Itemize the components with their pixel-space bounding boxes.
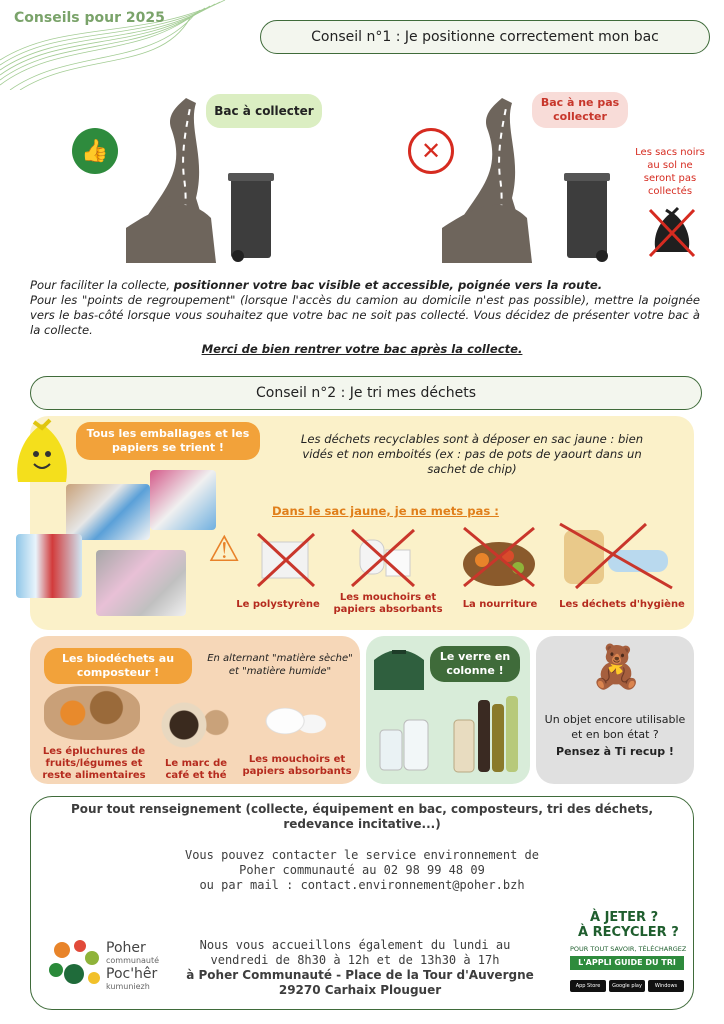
- biodechets-tag: Les biodéchets au composteur !: [44, 648, 192, 684]
- app-store-badge[interactable]: App Store: [570, 980, 606, 992]
- logo-name-1: Poher: [106, 940, 146, 956]
- conseil2-heading-text: Conseil n°2 : Je tri mes déchets: [256, 385, 476, 401]
- polystyrene-crossed-image: [254, 530, 318, 590]
- nourriture-crossed-image: [458, 524, 540, 590]
- logo-name-2: Poc'hêr: [106, 966, 158, 982]
- conseil1-heading: [260, 20, 710, 54]
- sacs-noirs-note: Les sacs noirs au sol ne seront pas collectés: [635, 147, 705, 197]
- teddy-bear-icon: 🧸: [590, 642, 643, 691]
- logo-sub-2: kumuniezh: [106, 982, 150, 991]
- windows-phone-badge[interactable]: Windows Phone: [648, 980, 684, 992]
- mouchoirs-crossed-image: [348, 526, 418, 590]
- conseil1-heading-text: Conseil n°1 : Je positionne correctement mon bac: [311, 29, 659, 45]
- packaging-image-plastics: [150, 470, 216, 530]
- ne-mets-pas-heading: Dans le sac jaune, je ne mets pas :: [272, 504, 499, 518]
- contact-phone-line: Poher communauté au 02 98 99 48 09: [239, 863, 485, 877]
- marc-cafe-image: [156, 700, 236, 750]
- thumbs-up-icon: 👍: [72, 128, 118, 174]
- contact-city: 29270 Carhaix Plouguer: [278, 983, 442, 997]
- recup-cta: Pensez à Ti recup !: [556, 745, 674, 758]
- packaging-image-bottles: [16, 534, 82, 598]
- forbidden-caption-1: Le polystyrène: [236, 599, 320, 610]
- app-title-1: À JETER ?: [590, 910, 659, 925]
- conseil2-heading: [30, 376, 702, 410]
- poher-logo-icon: [44, 938, 104, 990]
- recup-question: Un objet encore utilisable et en bon état ?: [544, 713, 686, 741]
- contact-line-2: Vous pouvez contacter le service environnement de: [184, 848, 539, 862]
- para1-plain: Pour faciliter la collecte,: [30, 278, 174, 292]
- verre-tag: Le verre en colonne !: [430, 646, 520, 682]
- conseil1-paragraph-1: [30, 278, 700, 293]
- tous-emballages-tag: Tous les emballages et les papiers se trient !: [76, 422, 260, 460]
- conseil1-paragraph-2: Pour les "points de regroupement" (lorsque l'accès du camion au domicile n'est pas possible), mettre la poignée vers le bas-côté lorsque vous souhaitez que votre bac ne soit pas collecté. Vous décidez de présenter votre bac à la collecte.: [30, 293, 700, 337]
- bio-caption-3: Les mouchoirs et papiers absorbants: [242, 754, 352, 777]
- contact-hours: Nous vous accueillons également du lundi au vendredi de 8h30 à 12h et de 13h30 à 17h: [199, 938, 511, 967]
- forbidden-caption-3: La nourriture: [462, 599, 538, 610]
- contact-address: à Poher Communauté - Place de la Tour d'Auvergne: [186, 968, 534, 982]
- epluchures-image: [44, 686, 140, 740]
- bio-caption-1: Les épluchures de fruits/légumes et reste alimentaires: [42, 746, 146, 781]
- bio-hint: En alternant "matière sèche" et "matière humide": [207, 653, 353, 677]
- app-banner: L'APPLI GUIDE DU TRI: [570, 956, 684, 970]
- page-header-title: Conseils pour 2025: [14, 10, 165, 26]
- glass-container-icon: [370, 640, 428, 694]
- app-small-text: POUR TOUT SAVOIR, TÉLÉCHARGEZ: [570, 945, 687, 953]
- contact-email-line[interactable]: ou par mail : contact.environnement@poher.bzh: [199, 878, 525, 892]
- yellow-bag-icon: [10, 414, 74, 488]
- black-bag-crossed-icon: [646, 204, 698, 258]
- para1-bold: positionner votre bac visible et accessible, poignée vers la route.: [173, 278, 603, 292]
- contact-line-3: [50, 863, 674, 878]
- hygiene-crossed-image: [556, 520, 676, 592]
- contact-line-1: Pour tout renseignement (collecte, équipement en bac, composteurs, tri des déchets, redevance incitative...): [70, 802, 654, 831]
- recyclables-text: Les déchets recyclables sont à déposer en sac jaune : bien vidés et non emboités (ex : pas de pots de yaourt dans un sachet de chip): [300, 432, 644, 476]
- cross-circle-icon: ✕: [408, 128, 454, 174]
- logo-sub-1: communauté: [106, 956, 160, 965]
- merci-note: Merci de bien rentrer votre bac après la collecte.: [201, 342, 523, 356]
- bac-a-ne-pas-collecter-label: Bac à ne pas collecter: [532, 92, 628, 128]
- bio-caption-2: Le marc de café et thé: [164, 758, 228, 781]
- app-title-2: À RECYCLER ?: [578, 925, 679, 940]
- warning-triangle-icon: ⚠: [208, 529, 241, 570]
- google-play-badge[interactable]: Google play: [609, 980, 645, 992]
- forbidden-caption-4: Les déchets d'hygiène: [559, 599, 685, 610]
- bac-a-collecter-label: Bac à collecter: [206, 94, 322, 128]
- packaging-image-cans: [96, 550, 186, 616]
- forbidden-caption-2: Les mouchoirs et papiers absorbants: [333, 592, 443, 615]
- glass-items-image: [374, 690, 524, 780]
- packaging-image-cartons: [66, 484, 150, 540]
- mouchoirs-bio-image: [262, 692, 328, 750]
